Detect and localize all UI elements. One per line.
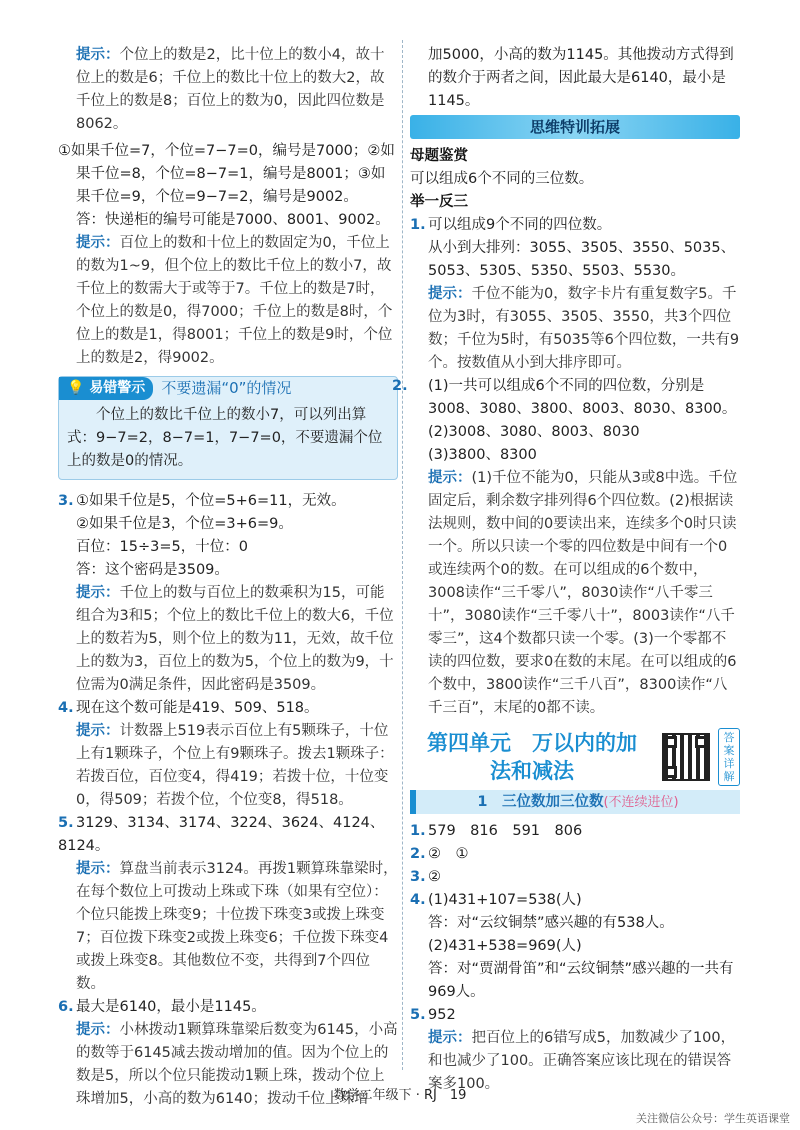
lesson-band: 1 三位数加三位数(不连续进位) bbox=[410, 790, 740, 814]
q2b-answer: ①如果千位=7，个位=7−7=0，编号是7000；②如果千位=8，个位=8−7=1，编号是8001；③如果千位=9，个位=9−7=2，编号是9002。 bbox=[58, 143, 395, 205]
credit-text: 关注微信公众号：学生英语课堂 bbox=[636, 1112, 790, 1125]
unit-title: 第四单元 万以内的加 法和减法 bbox=[427, 731, 637, 783]
q6-tip: 提示：小林拨动1颗算珠靠梁后数变为6145，小高的数等于6145减去拨动增加的值。因为个位上的数是5，所以个位只能拨动1颗上珠，拨动个位上珠增加5，小高的数为6140；拨动千位上珠增 bbox=[76, 1022, 398, 1107]
r1-list: 从小到大排列：3055、3505、3550、5035、5053、5305、5350、5503、5530。 bbox=[428, 240, 736, 279]
q5-line: 5. 3129、3134、3174、3224、3624、4124、8124。 bbox=[58, 815, 385, 854]
q3-line1: 3. ①如果千位是5，个位=5+6=11，无效。 bbox=[58, 493, 346, 509]
callout-tag: 💡 易错警示 bbox=[59, 377, 153, 400]
q5-tip: 提示：算盘当前表示3124。再拨1颗算珠靠梁时，在每个数位上可拨动上珠或下珠（如果有空位）：个位只能拨上珠变9；十位拨下珠变3或拨上珠变7；百位拨下珠变2或拨上珠变6；千位拨下珠变4或拨上珠变8。其他数位不变，共得到7个四位数。 bbox=[76, 861, 398, 992]
a5-line: 5. 952 bbox=[410, 1007, 456, 1023]
q2b-ans: 答：快递柜的编号可能是7000、8001、9002。 bbox=[76, 212, 390, 228]
r2-line2: (2)3008、3080、8003、8030 bbox=[428, 424, 640, 440]
a1-line: 1. 579 816 591 806 bbox=[410, 823, 583, 839]
mother-answer: 可以组成6个不同的三位数。 bbox=[410, 171, 594, 187]
qr-corner bbox=[695, 736, 707, 748]
q3-tip: 提示：千位上的数与百位上的数乘积为15，可能组合为3和5；个位上的数比千位上的数大6，千位上的数若为5，则个位上的数为11，无效，故千位上的数为3，百位上的数为5，个位上的数为9，十位需为0满足条件，因此密码是3509。 bbox=[76, 585, 394, 693]
subhead-mother: 母题鉴赏 bbox=[410, 148, 468, 164]
a3-line: 3. ② bbox=[410, 869, 441, 885]
a2-line: 2. ② ① bbox=[410, 846, 469, 862]
q2-tip: 提示：个位上的数是2，比十位上的数小4，故十位上的数是6；千位上的数比十位上的数大2，故千位上的数是8；百位上的数为0，因此四位数是8062。 bbox=[76, 47, 385, 132]
q3-line2: ②如果千位是3，个位=3+6=9。 bbox=[76, 516, 293, 532]
q4-tip: 提示：计数器上519表示百位上有5颗珠子，十位上有1颗珠子，个位上有9颗珠子。拨去1颗珠子：若拨百位，百位变4，得419；若拨十位，十位变0，得509；若拨个位，个位变8，得518。 bbox=[76, 723, 394, 808]
right-column bbox=[392, 44, 740, 1096]
qr-corner bbox=[665, 736, 677, 748]
a4-line3: (2)431+538=969(人) bbox=[428, 938, 582, 954]
qr-corner bbox=[665, 766, 677, 778]
qr-code-icon[interactable] bbox=[662, 733, 710, 781]
page-footer: 数学二年级下 · RJ 19 bbox=[333, 1088, 467, 1103]
mistake-callout bbox=[58, 376, 398, 480]
r2-line1: 2. (1)一共可以组成6个不同的四位数，分别是3008、3080、3800、8003、8030、8300。 bbox=[392, 378, 737, 417]
q6-tip-continued: 加5000，小高的数为1145。其他拨动方式得到的数介于两者之间，因此最大是6140，最小是1145。 bbox=[428, 47, 734, 109]
r1-line: 1. 可以组成9个不同的四位数。 bbox=[410, 217, 612, 233]
subhead-practice: 举一反三 bbox=[410, 194, 468, 210]
a4-line1: 4. (1)431+107=538(人) bbox=[410, 892, 582, 908]
callout-text: 个位上的数比千位上的数小7，可以列出算式：9−7=2，8−7=1，7−7=0，不要遗漏个位上的数是0的情况。 bbox=[67, 407, 383, 469]
unit-header bbox=[410, 728, 740, 786]
answer-detail-tag: 答案详解 bbox=[718, 728, 740, 786]
q4-line: 4. 现在这个数可能是419、509、518。 bbox=[58, 700, 319, 716]
r2-tip: 提示：(1)千位不能为0，只能从3或8中选。千位固定后，剩余数字排列得6个四位数。(2)根据读法规则，数中间的0要读出来，连续多个0时只读一个。所以只读一个零的四位数是中间有一个0或连续两个0的数。在可以组成的6个数中，3008读作“三千零八”，8030读作“八千零三十”，3080读作“三千零八十”，8003读作“八千零三”，这4个数都只读一个零。(3)一个零都不读的四位数，要求0在数的末尾。在可以组成的6个数中，3800读作“三千八百”，8300读作“八千三百”，末尾的0都不读。 bbox=[428, 470, 738, 716]
a5-tip: 提示：把百位上的6错写成5，加数减少了100，和也减少了100。正确答案应该比现在的错误答案多100。 bbox=[428, 1030, 736, 1092]
section-band: 思维特训拓展 bbox=[410, 115, 740, 139]
callout-head bbox=[59, 377, 397, 400]
r1-tip: 提示：千位不能为0，数字卡片有重复数字5。千位为3时，有3055、3505、3550，共3个四位数；千位为5时，有5035等6个四位数，一共有9个。按数值从小到大排序即可。 bbox=[428, 286, 740, 371]
q6-line: 6. 最大是6140，最小是1145。 bbox=[58, 999, 266, 1015]
left-column bbox=[58, 44, 398, 1111]
q2b-tip: 提示：百位上的数和十位上的数固定为0，千位上的数为1~9，但个位上的数比千位上的数小7，故千位上的数需大于或等于7。千位上的数是7时，个位上的数是0，得7000；千位上的数是8时，个位上的数是1，得8001；千位上的数是9时，个位上的数是2，得9002。 bbox=[76, 235, 393, 366]
a4-line2: 答：对“云纹铜禁”感兴趣的有538人。 bbox=[428, 915, 674, 931]
q3-line3: 百位：15÷3=5，十位：0 bbox=[76, 539, 248, 555]
column-divider bbox=[402, 40, 404, 1070]
a4-line4: 答：对“贾湖骨笛”和“云纹铜禁”感兴趣的一共有969人。 bbox=[428, 961, 734, 1000]
r2-line3: (3)3800、8300 bbox=[428, 447, 537, 463]
callout-title: 不要遗漏“0”的情况 bbox=[161, 379, 292, 397]
q3-answer: 答：这个密码是3509。 bbox=[76, 562, 229, 578]
